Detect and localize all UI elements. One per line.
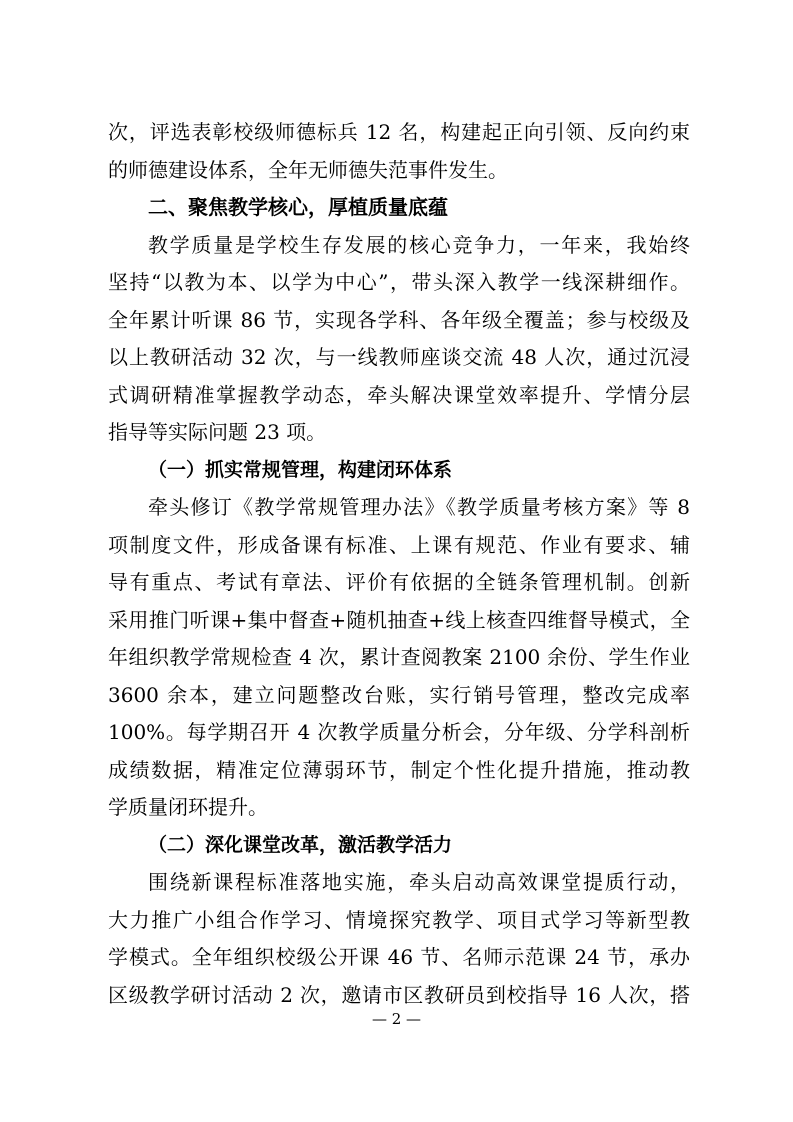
paragraph-line: 以上教研活动 32 次，与一线教师座谈交流 48 人次，通过沉浸: [108, 345, 690, 369]
paragraph-line: 大力推广小组合作学习、情境探究教学、项目式学习等新型教: [108, 907, 690, 932]
paragraph-line: 成绩数据，精准定位薄弱环节，制定个性化提升措施，推动教: [108, 757, 690, 782]
paragraph-line: 100%。每学期召开 4 次教学质量分析会，分年级、分学科剖析: [108, 720, 690, 744]
paragraph-line: 学模式。全年组织校级公开课 46 节、名师示范课 24 节，承办: [108, 945, 690, 969]
paragraph-line: 项制度文件，形成备课有标准、上课有规范、作业有要求、辅: [108, 532, 690, 557]
section-heading: 二、聚焦教学核心，厚植质量底蕴: [148, 195, 448, 219]
paragraph-line: 导有重点、考试有章法、评价有依据的全链条管理机制。创新: [108, 570, 690, 594]
page-number: — 2 —: [371, 1010, 422, 1028]
paragraph-line: 坚持“以教为本、以学为中心”，带头深入教学一线深耕细作。: [108, 270, 690, 294]
paragraph-line: 采用推门听课+集中督查+随机抽查+线上核查四维督导模式，全: [108, 607, 690, 632]
paragraph-line: 次，评选表彰校级师德标兵 12 名，构建起正向引领、反向约束: [108, 120, 690, 144]
paragraph-line: 年组织教学常规检查 4 次，累计查阅教案 2100 余份、学生作业: [108, 645, 690, 669]
paragraph-line: 的师德建设体系，全年无师德失范事件发生。: [108, 157, 508, 182]
paragraph-line: 教学质量是学校生存发展的核心竞争力，一年来，我始终: [148, 232, 690, 257]
paragraph-line: 式调研精准掌握教学动态，牵头解决课堂效率提升、学情分层: [108, 382, 690, 407]
subsection-heading: （二）深化课堂改革，激活教学活力: [148, 833, 453, 856]
subsection-heading: （一）抓实常规管理，构建闭环体系: [148, 458, 453, 481]
paragraph-line: 全年累计听课 86 节，实现各学科、各年级全覆盖；参与校级及: [108, 307, 690, 332]
paragraph-line: 牵头修订《教学常规管理办法》《教学质量考核方案》等 8: [148, 495, 690, 519]
paragraph-line: 3600 余本，建立问题整改台账，实行销号管理，整改完成率: [108, 682, 690, 707]
paragraph-line: 区级教学研讨活动 2 次，邀请市区教研员到校指导 16 人次，搭: [108, 982, 690, 1007]
paragraph-line: 指导等实际问题 23 项。: [108, 420, 327, 444]
page-body: [108, 114, 690, 1014]
paragraph-line: 围绕新课程标准落地实施，牵头启动高效课堂提质行动，: [148, 870, 690, 894]
paragraph-line: 学质量闭环提升。: [108, 795, 268, 819]
